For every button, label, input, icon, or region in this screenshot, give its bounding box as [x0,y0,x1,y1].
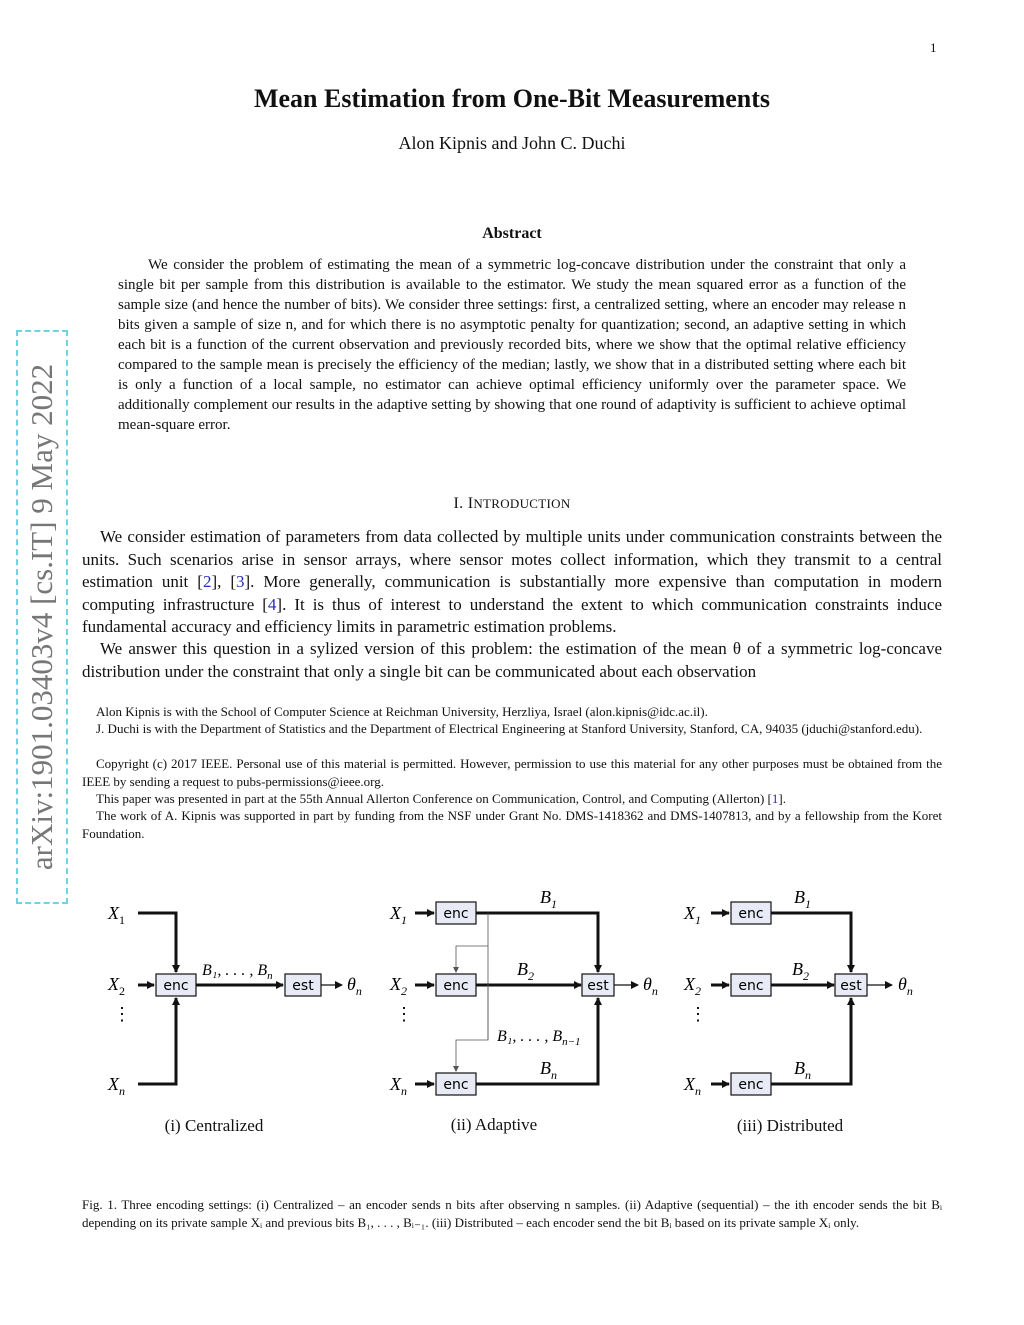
x2-label: $X_2$ [684,974,701,998]
xn-label: $X_n$ [684,1074,701,1098]
footnote-copyright: Copyright (c) 2017 IEEE. Personal use of this material is permitted. However, permission to use this material for any other purposes must be obtained from the IEEE by sending a request to pubs-permissions@ieee.org. [82,756,942,789]
est-label: est [292,978,314,994]
intro-p1-text-a: We consider estimation of parameters from data collected by multiple units under communication constraints between the units. Such scenarios arise in sensor arrays, where sensor motes collect information, which they transmit to a central estimation unit [ [82,527,942,591]
footnote-allerton [82,790,942,808]
abstract-heading: Abstract [482,225,542,242]
enc2-label: enc [443,978,469,994]
theta-label: $\theta_n$ [898,974,913,998]
panel-adaptive [389,887,658,1098]
enc1-label: enc [738,906,764,922]
citation-2[interactable]: 2 [202,572,212,591]
enc-label: enc [163,978,189,994]
footnote-duchi: J. Duchi is with the Department of Statistics and the Department of Electrical Engineering at Stanford University, Stanford, CA, 94035 (jduchi@stanford.edu). [96,721,923,736]
arxiv-stamp [16,330,68,904]
intro-p1-text-d: ]. It is thus of interest to understand the extent to which communication constraints induce fundamental accuracy and efficiency limits in parametric estimation problems. [82,594,942,636]
intro-paragraph-2: We answer this question in a sylized version of this problem: the estimation of the mean θ of a symmetric log-concave distribution under the constraint that only a single bit can be communicated about each observation [82,639,942,681]
citation-1[interactable]: 1 [771,791,779,806]
section-number: I. [453,495,464,512]
paper-title: Mean Estimation from One-Bit Measurements [253,84,771,113]
section-title-rest: NTRODUCTION [473,496,571,511]
section-title-first: I [467,495,474,512]
b2-label: $B_2$ [517,959,534,983]
vertical-dots: ⋮ [113,1004,131,1024]
vertical-dots: ⋮ [395,1004,413,1024]
x2-label: $X_2$ [390,974,407,998]
intro-p1-text-b: ], [ [211,572,237,591]
vertical-dots: ⋮ [689,1004,707,1024]
abstract-text: We consider the problem of estimating the mean of a symmetric log-concave distribution under the constraint that only a single bit per sample from this distribution is available to the estimator. We study the mean squared error as a function of the sample size (and hence the number of bits). We consider three settings: first, a centralized setting, where an encoder may release n bits given a sample of size n, and for which there is no asymptotic penalty for quantization; second, an adaptive setting in which each bit is a function of the current observation and previously recorded bits, where we show that the optimal relative efficiency compared to the sample mean is precisely the efficiency of the median; lastly, we show that in a distributed setting where each bit is only a function of a local sample, no estimator can achieve optimal efficiency uniformly over the parameter space. We additionally complement our results in the adaptive setting by showing that one round of adaptivity is sufficient to achieve optimal mean-square error. [118,257,906,433]
footnote-allerton-text: This paper was presented in part at the 55th Annual Allerton Conference on Communication, Control, and Computing (Allerton) [ [96,791,772,806]
x1-label: $X_1$ [684,903,701,927]
figure-caption: Fig. 1. Three encoding settings: (i) Centralized – an encoder sends n bits after observing n samples. (ii) Adaptive (sequential) – the ith encoder sends the bit Bᵢ depending on its private sample Xᵢ and previous bits B₁, . . . , Bᵢ₋₁. (iii) Distributed – each encoder send the bit Bᵢ based on its private sample Xᵢ only. [82,1197,942,1230]
edge-b1 [476,913,598,972]
page-number: 1 [930,40,937,55]
theta-label: $\theta_n$ [347,974,362,998]
footnote-allerton-end: ]. [778,791,786,806]
panel-centralized [107,903,362,1098]
footnote-funding: The work of A. Kipnis was supported in part by funding from the NSF under Grant No. DMS-1418362 and DMS-1407813, and by a fellowship from the Koret Foundation. [82,808,942,841]
enc2-label: enc [738,978,764,994]
x2-label: $X_2$ [108,974,125,998]
subfigure-label-distributed: (iii) Distributed [736,1116,844,1135]
est-label: est [587,978,609,994]
arxiv-stamp-text: arXiv:1901.03403v4 [cs.IT] 9 May 2022 [24,363,59,871]
b1-label: $B_1$ [540,887,557,911]
panel-distributed [683,887,913,1098]
edge-xn-enc [138,998,176,1084]
feedback-prev-encn [456,946,488,1071]
x1-label: $X_1$ [108,903,125,927]
citation-3[interactable]: 3 [236,572,245,591]
xn-label: $X_n$ [390,1074,407,1098]
bits-label: B₁, . . . , $B_n$ [202,962,273,982]
est-label: est [840,978,862,994]
theta-label: $\theta_n$ [643,974,658,998]
paper-authors: Alon Kipnis and John C. Duchi [398,133,626,153]
encn-label: enc [738,1077,764,1093]
edge-b1 [771,913,851,972]
subfigure-label-centralized: (i) Centralized [164,1116,264,1135]
bn-label: $B_n$ [540,1058,557,1082]
b1-label: $B_1$ [794,887,811,911]
citation-4[interactable]: 4 [267,594,277,614]
x1-label: $X_1$ [390,903,407,927]
figure-1-diagram [0,880,1024,1120]
encn-label: enc [443,1077,469,1093]
section-heading [0,495,1024,513]
bn-label: $B_n$ [794,1058,811,1082]
intro-paragraph-1 [82,526,942,639]
edge-x1-enc [138,913,176,972]
subfigure-label-adaptive: (ii) Adaptive [450,1115,538,1134]
footnote-kipnis: Alon Kipnis is with the School of Computer Science at Reichman University, Herzliya, Israel (alon.kipnis@idc.ac.il). [96,704,708,719]
xn-label: $X_n$ [108,1074,125,1098]
intro-p1-text-c: ]. More generally, communication is substantially more expensive than computation in modern computing infrastructure [ [82,572,942,614]
b2-label: $B_2$ [792,959,809,983]
enc1-label: enc [443,906,469,922]
edge-bn [771,998,851,1084]
prev-bits-label: B₁, . . . , $B_{n-1}$ [497,1028,581,1048]
